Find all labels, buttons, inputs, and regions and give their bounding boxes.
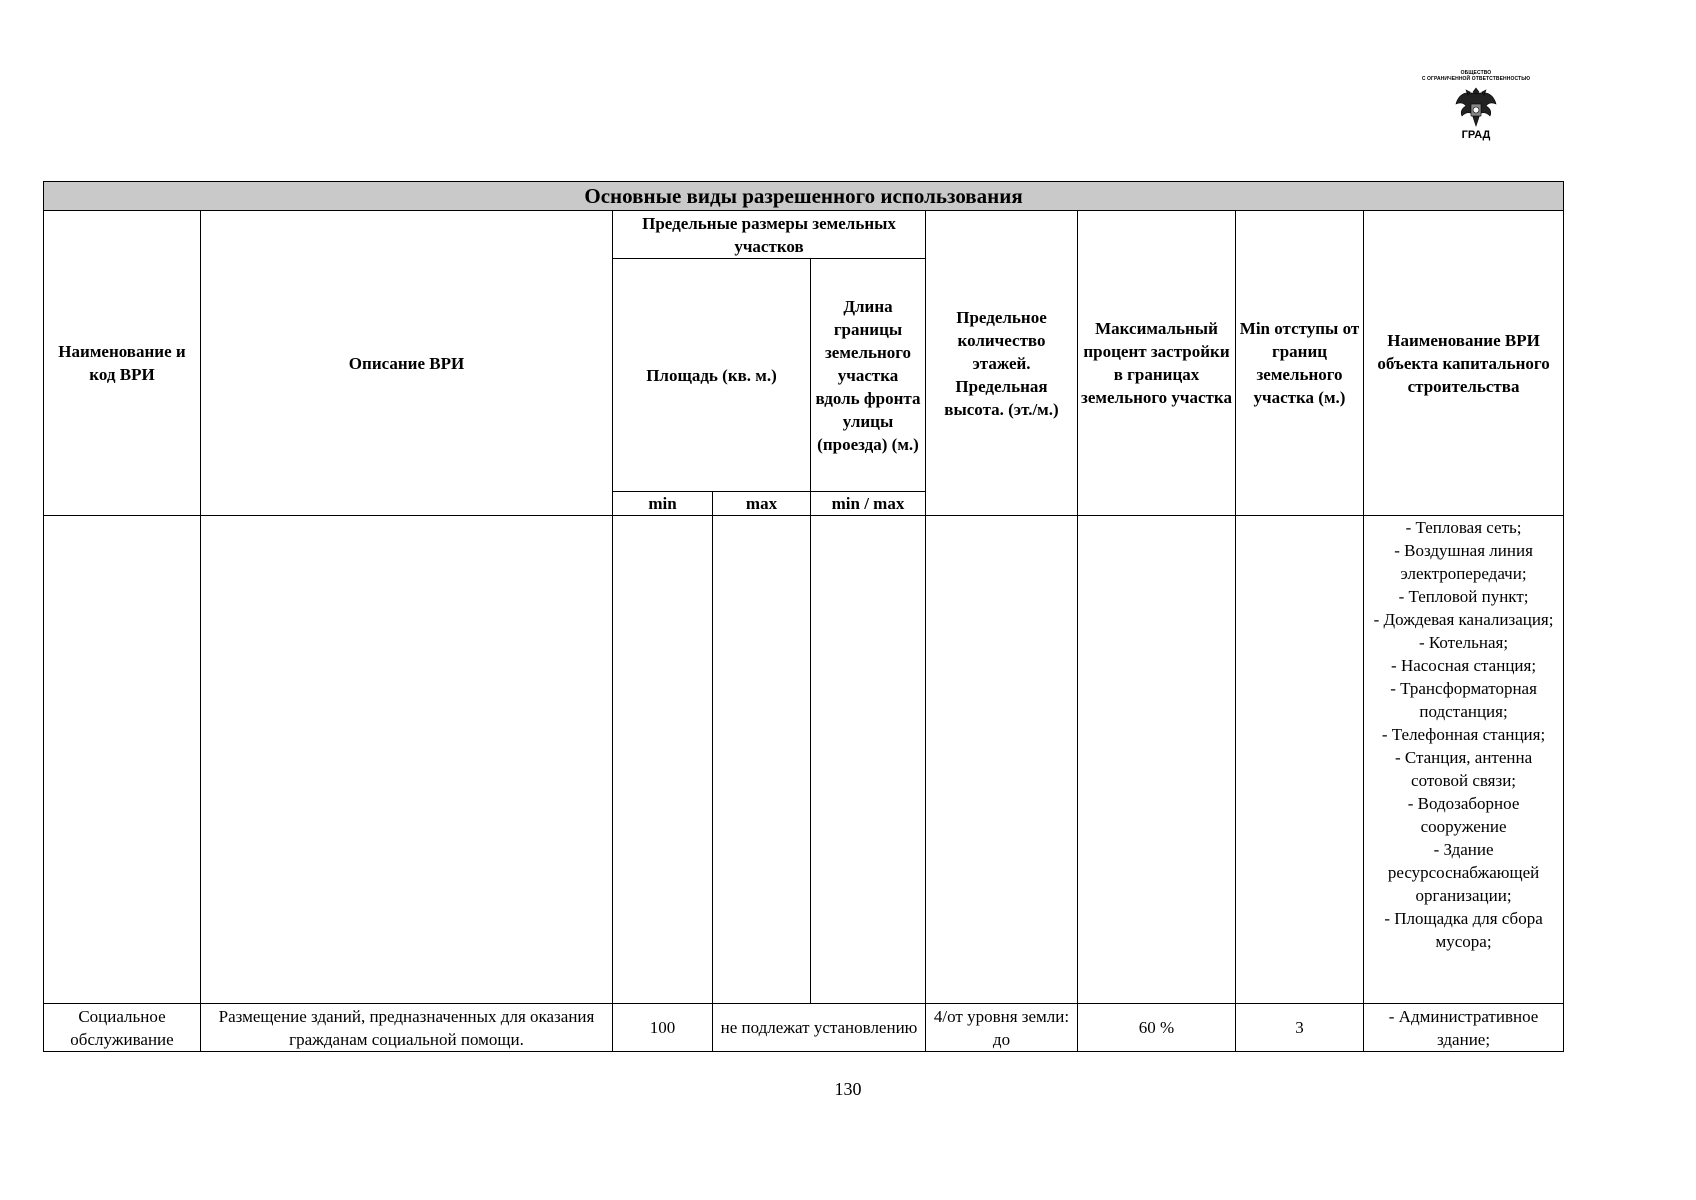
table-band-title: Основные виды разрешенного использования (44, 182, 1564, 211)
logo-line-2: С ОГРАНИЧЕННОЙ ОТВЕТСТВЕННОСТЬЮ (1421, 76, 1531, 82)
header-area-min: min (613, 492, 713, 516)
cell-empty (613, 516, 713, 1004)
land-use-table (43, 181, 1564, 1052)
cell-object-list (1364, 516, 1564, 1004)
cell-empty (811, 516, 926, 1004)
cell-min-setbacks: 3 (1236, 1004, 1364, 1052)
object-item: - Станция, антенна сотовой связи; (1394, 748, 1533, 790)
cell-description: Размещение зданий, предназначенных для оказания гражданам социальной помощи. (201, 1004, 613, 1052)
cell-empty (1078, 516, 1236, 1004)
object-item: - Тепловой пункт; (1398, 587, 1529, 606)
header-frontage: Длина границы земельного участка вдоль фронта улицы (проезда) (м.) (811, 259, 926, 492)
header-floors: Предельное количество этажей. Предельная высота. (эт./м.) (926, 211, 1078, 516)
object-item: - Здание ресурсоснабжающей организации; (1387, 840, 1540, 905)
object-item: - Насосная станция; (1391, 656, 1537, 675)
object-item: - Телефонная станция; (1381, 725, 1546, 744)
cell-floors: 4/от уровня земли: до (926, 1004, 1078, 1052)
header-name-code: Наименование и код ВРИ (44, 211, 201, 516)
header-object-name: Наименование ВРИ объекта капитального строительства (1364, 211, 1564, 516)
cell-empty (44, 516, 201, 1004)
eagle-emblem-icon (1452, 82, 1500, 130)
table-row (44, 1004, 1564, 1052)
cell-empty (926, 516, 1078, 1004)
object-item: - Площадка для сбора мусора; (1384, 909, 1543, 951)
logo-line-1: ОБЩЕСТВО (1460, 70, 1492, 76)
object-item: - Водозаборное сооружение (1407, 794, 1520, 836)
page-number: 130 (834, 1079, 862, 1099)
header-area: Площадь (кв. м.) (613, 259, 811, 492)
header-limit-sizes: Предельные размеры земельных участков (613, 211, 926, 259)
object-item: - Котельная; (1419, 633, 1509, 652)
header-min-setbacks: Min отступы от границ земельного участка (м.) (1236, 211, 1364, 516)
object-item: - Тепловая сеть; (1405, 518, 1522, 537)
logo-brand: ГРАД (1461, 129, 1491, 141)
cell-empty (1236, 516, 1364, 1004)
header-description: Описание ВРИ (201, 211, 613, 516)
object-item: - Дождевая канализация; (1373, 610, 1554, 629)
cell-area-max-frontage: не подлежат установлению (713, 1004, 926, 1052)
cell-area-min: 100 (613, 1004, 713, 1052)
header-frontage-minmax: min / max (811, 492, 926, 516)
company-logo (1394, 70, 1558, 154)
header-area-max: max (713, 492, 811, 516)
object-item: - Трансформаторная подстанция; (1390, 679, 1537, 721)
cell-object-name: - Административное здание; (1364, 1004, 1564, 1052)
object-item: - Воздушная линия электропередачи; (1394, 541, 1533, 583)
cell-empty (713, 516, 811, 1004)
cell-max-percent: 60 % (1078, 1004, 1236, 1052)
table-row-continuation (44, 516, 1564, 1004)
cell-name-code: Социальное обслуживание (44, 1004, 201, 1052)
header-max-percent: Максимальный процент застройки в границах земельного участка (1078, 211, 1236, 516)
cell-empty (201, 516, 613, 1004)
